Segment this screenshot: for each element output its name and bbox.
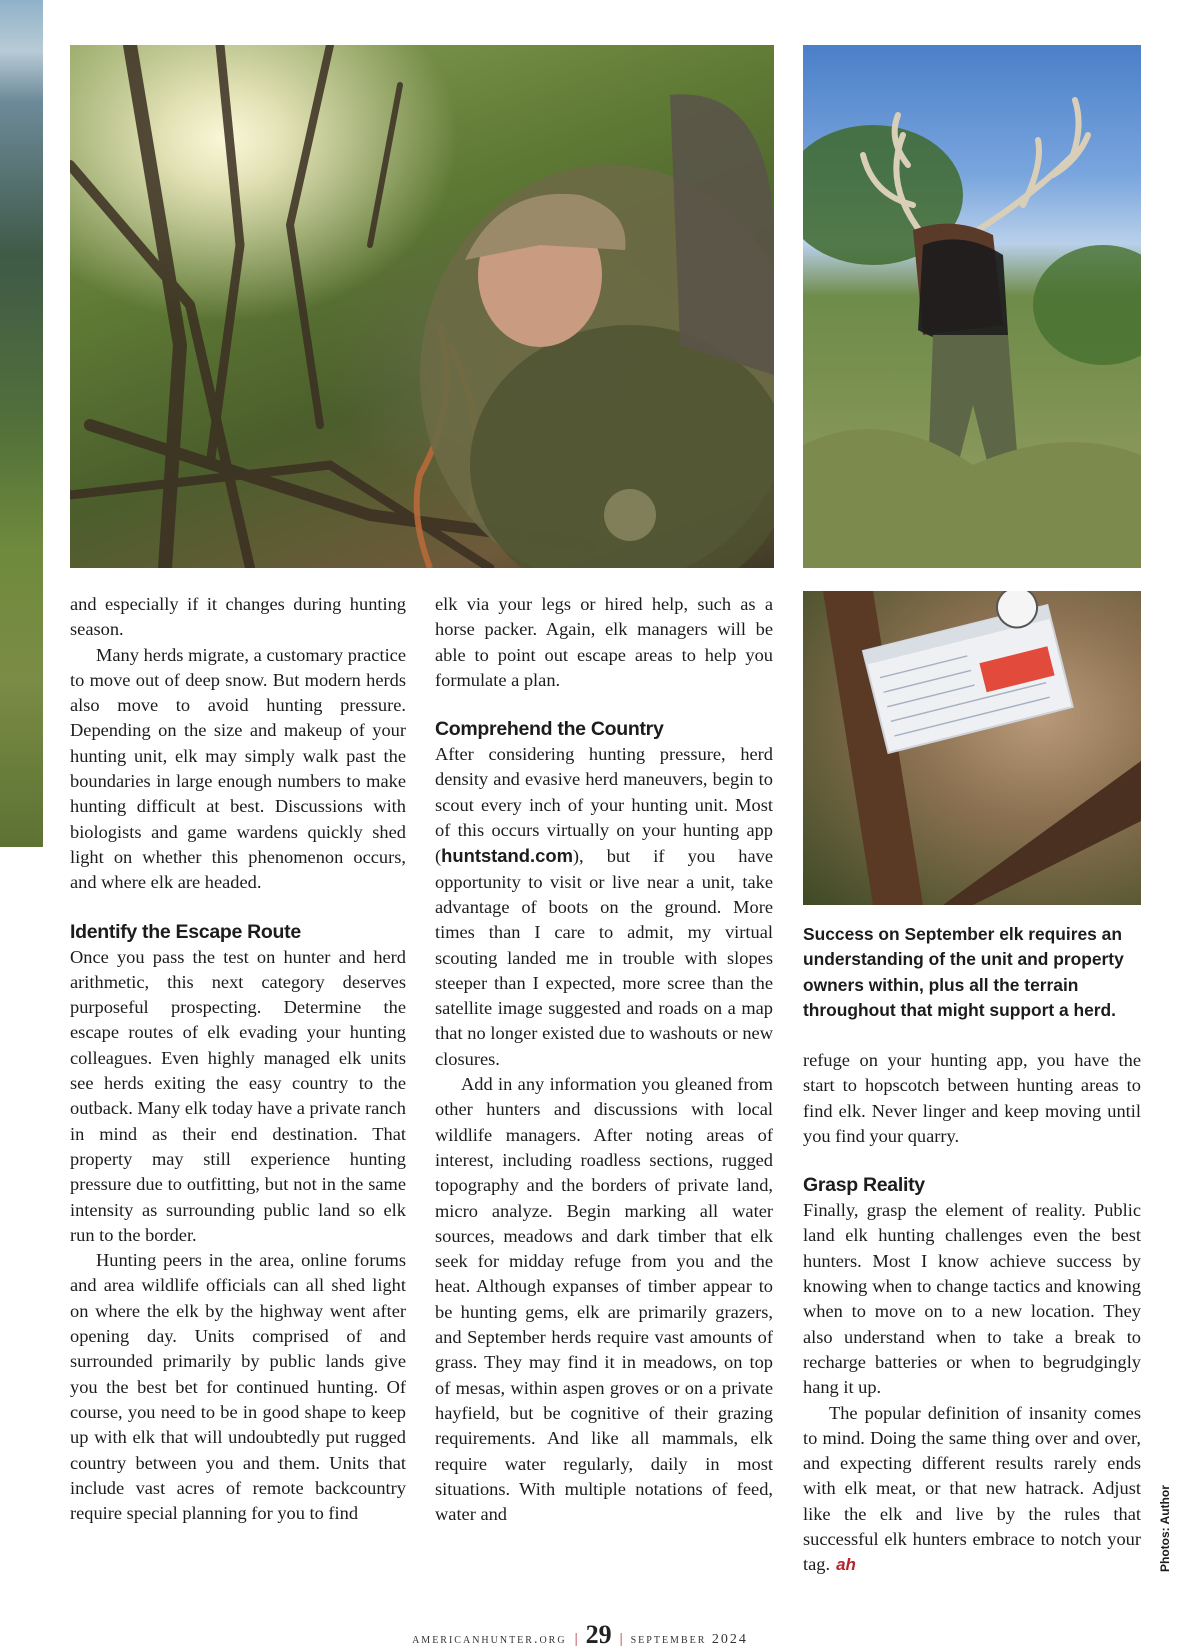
article-column-1: [70, 592, 406, 1526]
paragraph: [435, 742, 773, 1072]
adjacent-page-photo-strip: [0, 0, 43, 847]
paragraph-text: After considering hunting pressure, herd density and evasive herd maneuvers, begin to scout every inch of your hunting unit. Most of this occurs virtually on your hunting app (: [435, 744, 773, 867]
paragraph: and especially if it changes during hunting season.: [70, 594, 406, 640]
footer-website[interactable]: americanhunter.org: [412, 1632, 567, 1647]
hunter-packing-elk-head-photo: [803, 45, 1141, 568]
paragraph-text: ), but if you have opportunity to visit or live near a unit, take advantage of boots on the ground. More times than I care to admit, my virtual scouting landed me in trouble with slopes steeper than I expected, more scree than the satellite image suggested and roads on a map that no longer existed due to washouts or new closures.: [435, 846, 773, 1069]
paragraph: elk via your legs or hired help, such as a horse packer. Again, elk managers will be able to point out escape areas to help you formulate a plan.: [435, 594, 773, 690]
photo-caption: Success on September elk requires an understanding of the unit and property owners within, plus all the terrain throughout that might support a herd.: [803, 924, 1124, 1020]
hunter-inspecting-rub-photo: [70, 45, 774, 568]
section-heading-escape-route: Identify the Escape Route: [70, 920, 301, 943]
paragraph: Add in any information you gleaned from other hunters and discussions with local wildlife managers. After noting areas of interest, including roadless sections, rugged topography and the borders of private land, micro analyze. Begin marking all water sources, meadows and dark timber that elk seek for midday refuge from you and the heat. Although expanses of timber appear to be hunting gems, elk are primarily grazers, and September herds require vast amounts of grass. They may find it in meadows, on top of mesas, within aspen groves or on a private hayfield, but be cognitive of their grazing requirements. And like all mammals, elk require water regularly, daily in most situations. With multiple notations of feed, water and: [435, 1074, 773, 1525]
section-heading-comprehend-country: Comprehend the Country: [435, 718, 664, 741]
photo-credit: Photos: Author: [1158, 1485, 1172, 1572]
page-footer: [0, 1620, 1160, 1650]
footer-separator: |: [619, 1631, 623, 1647]
paragraph: [803, 1401, 1141, 1578]
article-column-2: [435, 592, 773, 1527]
end-mark-logo: ah: [836, 1555, 856, 1575]
section-heading-grasp-reality: Grasp Reality: [803, 1174, 925, 1197]
paragraph: Finally, grasp the element of reality. Public land elk hunting challenges even the best hunters. Most I know achieve success by knowing when to change tactics and knowing when to move on to a new location. They also understand when to take a break to recharge batteries or when to begrudgingly hang it up.: [803, 1200, 1141, 1398]
elk-tag-on-antler-photo: [803, 591, 1141, 905]
huntstand-link[interactable]: huntstand.com: [441, 845, 573, 867]
footer-issue-date: september 2024: [630, 1632, 748, 1647]
article-column-3: [803, 1048, 1141, 1578]
paragraph: refuge on your hunting app, you have the start to hopscotch between hunting areas to find elk. Never linger and keep moving until you find your quarry.: [803, 1050, 1141, 1146]
paragraph: Hunting peers in the area, online forums and area wildlife officials can all shed light on where the elk by the highway went after opening day. Units comprised of and surrounded primarily by public lands give you the best bet for continued hunting. Of course, you need to be in good shape to keep up with elk that will undoubtedly put rugged country between you and them. Units that include vast acres of remote backcountry require special planning for you to find: [70, 1250, 406, 1524]
footer-separator: |: [574, 1631, 578, 1647]
paragraph: Many herds migrate, a customary practice to move out of deep snow. But modern herds also move to avoid hunting pressure. Depending on the size and makeup of your hunting unit, elk may simply walk past the boundaries in large enough numbers to make hunting difficult at best. Discussions with biologists and game wardens quickly shed light on whether this phenomenon occurs, and where elk are headed.: [70, 644, 406, 893]
page-number: 29: [585, 1620, 612, 1649]
paragraph: Once you pass the test on hunter and herd arithmetic, this next category deserves purposeful prospecting. Determine the escape routes of elk evading your hunting colleagues. Even highly managed elk units see herds exiting the easy country to the outback. Many elk today have a private ranch in mind as their end destination. That property may still experience hunting pressure due to outfitting, but not in the same intensity as surrounding public land so elk run to the border.: [70, 946, 407, 1245]
paragraph-text: The popular definition of insanity comes to mind. Doing the same thing over and over, and expecting different results rarely ends with elk meat, or that new hatrack. Adjust like the elk and live by the rules that successful elk hunters embrace to notch your tag.: [803, 1402, 1141, 1575]
